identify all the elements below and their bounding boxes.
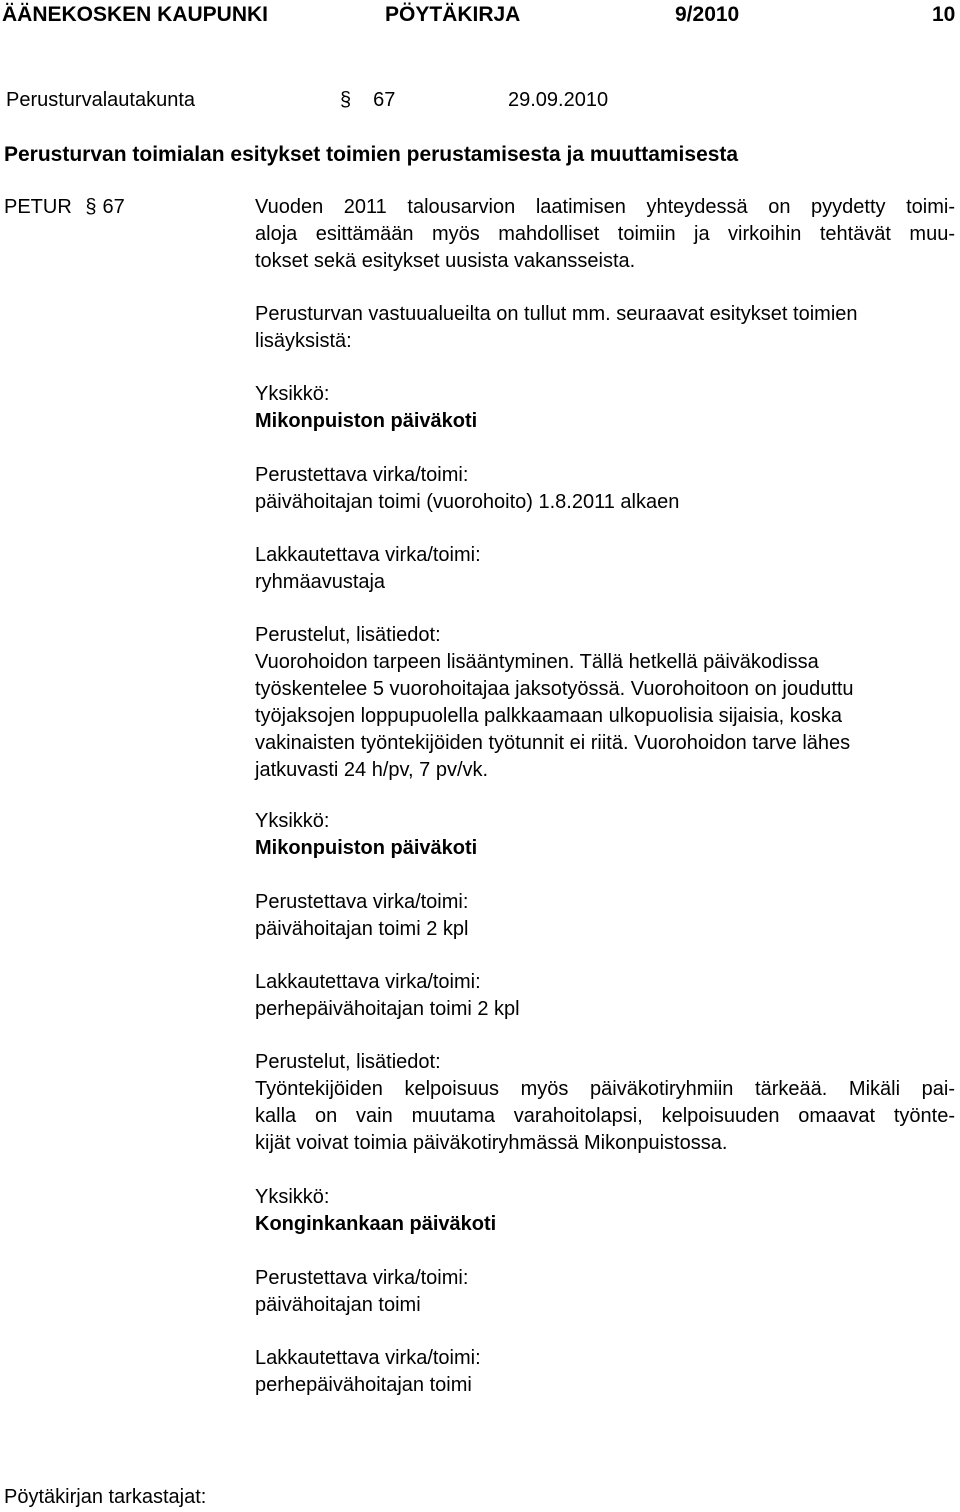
- reasons-line: Työntekijöiden kelpoisuus myös päiväkotiryhmiin tärkeää. Mikäli pai-: [255, 1078, 955, 1100]
- reasons-paragraph: [255, 1076, 955, 1157]
- established-label: Perustettava virka/toimi:: [255, 1267, 469, 1289]
- established-value: päivähoitajan toimi: [255, 1294, 421, 1316]
- meeting-date: 29.09.2010: [508, 89, 609, 111]
- reasons-line: vakinaisten työntekijöiden työtunnit ei riitä. Vuorohoidon tarve lähes: [255, 732, 851, 754]
- intro-paragraph: [255, 194, 955, 275]
- reviewers-label: Pöytäkirjan tarkastajat:: [4, 1486, 207, 1508]
- lead-paragraph: [255, 301, 955, 355]
- reasons-line: jatkuvasti 24 h/pv, 7 pv/vk.: [255, 759, 489, 781]
- ref-section-sign: §: [85, 196, 97, 218]
- section-sign: §: [340, 89, 352, 111]
- header-page-number: 10: [932, 3, 956, 26]
- unit-label: Yksikkö:: [255, 383, 330, 405]
- reasons-label: Perustelut, lisätiedot:: [255, 1051, 441, 1073]
- header-org: ÄÄNEKOSKEN KAUPUNKI: [2, 3, 269, 26]
- board-name: Perusturvalautakunta: [6, 89, 196, 111]
- section-reference: [340, 87, 395, 114]
- unit-label: Yksikkö:: [255, 810, 330, 832]
- ref-number: 67: [102, 196, 125, 218]
- established-label: Perustettava virka/toimi:: [255, 464, 469, 486]
- reasons-line: kijät voivat toimia päiväkotiryhmässä Mikonpuistossa.: [255, 1132, 728, 1154]
- reasons-line: työjaksojen loppupuolella palkkaamaan ulkopuolisia sijaisia, koska: [255, 705, 843, 727]
- established-value: päivähoitajan toimi (vuorohoito) 1.8.2011 alkaen: [255, 491, 680, 513]
- header-doc-type: PÖYTÄKIRJA: [385, 3, 521, 26]
- document-title: Perusturvan toimialan esitykset toimien perustamisesta ja muuttamisesta: [4, 143, 739, 166]
- reasons-line: Vuorohoidon tarpeen lisääntyminen. Tällä hetkellä päiväkodissa: [255, 651, 819, 673]
- reasons-label: Perustelut, lisätiedot:: [255, 624, 441, 646]
- unit-name: Konginkankaan päiväkoti: [255, 1213, 497, 1235]
- established-value: päivähoitajan toimi 2 kpl: [255, 918, 469, 940]
- reasons-line: kalla on vain muutama varahoitolapsi, kelpoisuuden omaavat työnte-: [255, 1105, 955, 1127]
- abolished-value: perhepäivähoitajan toimi 2 kpl: [255, 998, 520, 1020]
- abolished-label: Lakkautettava virka/toimi:: [255, 971, 481, 993]
- reasons-paragraph: [255, 649, 955, 784]
- header-issue: 9/2010: [675, 3, 740, 26]
- abolished-value: perhepäivähoitajan toimi: [255, 1374, 472, 1396]
- intro-line: Vuoden 2011 talousarvion laatimisen yhteydessä on pyydetty toimi-: [255, 196, 955, 218]
- lead-line: Perusturvan vastuualueilta on tullut mm. seuraavat esitykset toimien: [255, 303, 858, 325]
- abolished-value: ryhmäavustaja: [255, 571, 386, 593]
- reasons-line: työskentelee 5 vuorohoitajaa jaksotyössä. Vuorohoitoon on jouduttu: [255, 678, 854, 700]
- section-number: 67: [373, 89, 396, 111]
- unit-name: Mikonpuiston päiväkoti: [255, 837, 478, 859]
- lead-line: lisäyksistä:: [255, 330, 352, 352]
- established-label: Perustettava virka/toimi:: [255, 891, 469, 913]
- item-reference: [4, 194, 125, 221]
- ref-code: PETUR: [4, 196, 72, 218]
- unit-name: Mikonpuiston päiväkoti: [255, 410, 478, 432]
- abolished-label: Lakkautettava virka/toimi:: [255, 1347, 481, 1369]
- intro-line: aloja esittämään myös mahdolliset toimiin ja virkoihin tehtävät muu-: [255, 223, 955, 245]
- abolished-label: Lakkautettava virka/toimi:: [255, 544, 481, 566]
- unit-label: Yksikkö:: [255, 1186, 330, 1208]
- intro-line: tokset sekä esitykset uusista vakansseista.: [255, 250, 636, 272]
